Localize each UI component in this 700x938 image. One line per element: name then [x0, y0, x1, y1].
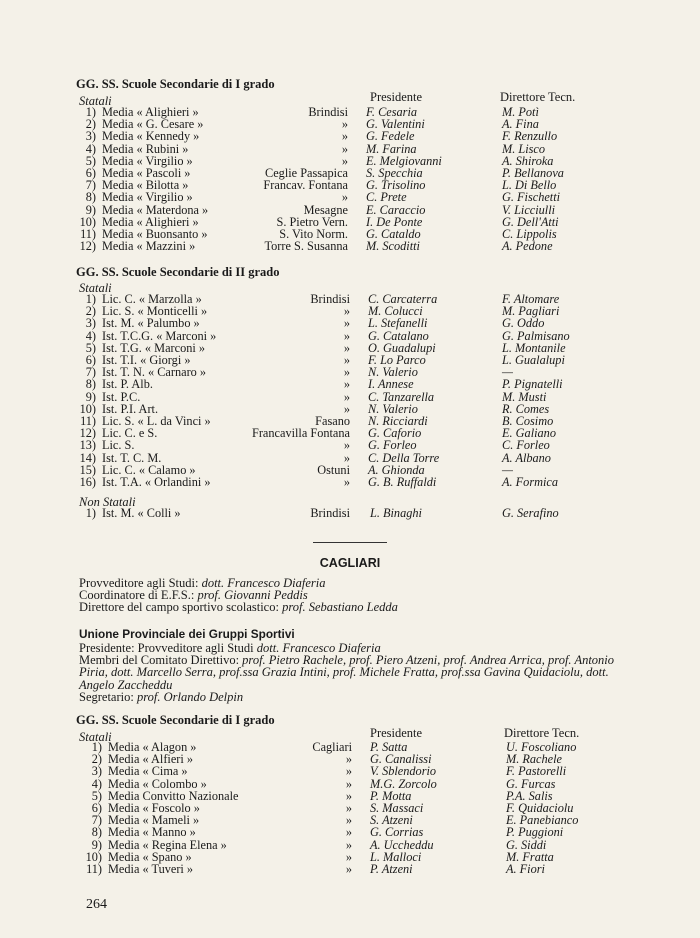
table-row: [0, 464, 700, 476]
presidente-name: C. Carcaterra: [368, 292, 438, 306]
presidente-name: P. Motta: [370, 788, 412, 803]
row-number: 4): [85, 328, 96, 343]
table-row: [0, 863, 700, 875]
school-city: S. Vito Norm.: [279, 227, 348, 241]
school-city: Brindisi: [308, 105, 348, 119]
table-row: [0, 366, 700, 378]
presidente-name: A. Uccheddu: [370, 837, 434, 852]
school-name: Media « Virgilio »: [102, 190, 193, 205]
presidente-value: dott. Francesco Diaferia: [256, 641, 381, 655]
school-city: Brindisi: [310, 506, 350, 520]
row-number: 9): [85, 389, 96, 404]
presidente-name: N. Valerio: [368, 365, 418, 380]
page-number: 264: [86, 897, 107, 912]
presidente-name: G. Corrias: [370, 825, 424, 840]
direttore-name: M. Lisco: [502, 141, 546, 156]
provveditore-label: Provveditore agli Studi:: [79, 576, 199, 590]
direttore-name: G. Furcas: [506, 776, 556, 791]
row-number: 12): [79, 426, 96, 441]
direttore-name: F. Pastorelli: [506, 764, 567, 779]
direttore-name: L. Gualalupi: [502, 353, 565, 367]
row-number: 8): [85, 190, 96, 205]
school-name: Media « G. Cesare »: [102, 117, 204, 132]
school-name: Media « Alagon »: [108, 740, 197, 754]
presidente-name: E. Melgiovanni: [366, 153, 442, 168]
school-city: »: [343, 365, 350, 380]
school-city: »: [341, 117, 348, 132]
row-number: 5): [85, 340, 96, 355]
table-row: [0, 439, 700, 451]
school-city: »: [343, 340, 350, 355]
direttore-name: M. Pagliari: [502, 304, 560, 319]
school-name: Lic. C. « Marzolla »: [102, 292, 202, 306]
school-name: Media « Materdona »: [102, 202, 209, 217]
section2-subtitle-non-statali: Non Statali: [79, 495, 136, 509]
presidente-name: F. Lo Parco: [368, 353, 426, 367]
coordinatore-value: prof. Giovanni Peddis: [197, 588, 308, 603]
school-name: Media « Foscolo »: [108, 801, 200, 815]
direttore-name: G. Siddi: [506, 837, 547, 852]
table-row: [0, 354, 700, 366]
presidente-name: G. Cataldo: [366, 227, 421, 241]
table-row: [0, 305, 700, 317]
direttore-name: A. Albano: [502, 450, 551, 465]
direttore-name: B. Cosimo: [502, 414, 554, 428]
table-row: [0, 741, 700, 753]
school-city: Fasano: [315, 414, 350, 428]
row-number: 1): [85, 105, 96, 119]
section1-title: GG. SS. Scuole Secondarie di I grado: [76, 77, 275, 91]
school-city: »: [345, 862, 352, 876]
section3-subtitle: Statali: [79, 730, 112, 744]
school-name: Media « Alighieri »: [102, 214, 199, 229]
table-row: [0, 118, 700, 130]
table-row: [0, 790, 700, 802]
membri-line: [79, 654, 624, 691]
school-name: Media « Manno »: [108, 825, 196, 840]
school-name: Lic. S. « L. da Vinci »: [102, 414, 211, 428]
school-name: Media « Spano »: [108, 849, 192, 864]
coordinatore-label: Coordinatore di E.F.S.:: [79, 588, 195, 603]
school-name: Lic. C. « Calamo »: [102, 462, 196, 477]
row-number: 2): [91, 752, 102, 767]
table-row: [0, 427, 700, 439]
direttore-name: L. Montanile: [502, 340, 566, 355]
school-name: Ist. P.C.: [102, 389, 141, 404]
presidente-name: M. Scoditti: [366, 239, 420, 254]
direttore-name: M. Fratta: [506, 849, 554, 864]
presidente-label: Presidente: Provveditore agli Studi: [79, 641, 254, 655]
section3-title: GG. SS. Scuole Secondarie di I grado: [76, 713, 275, 727]
school-name: Media « Buonsanto »: [102, 227, 208, 241]
table-row: [0, 391, 700, 403]
table-row: [0, 814, 700, 826]
table-row: [0, 216, 700, 228]
school-city: »: [343, 475, 350, 489]
school-city: »: [345, 825, 352, 840]
school-city: »: [341, 190, 348, 205]
table-row: [0, 143, 700, 155]
segretario-value: prof. Orlando Delpin: [136, 689, 244, 704]
school-city: S. Pietro Vern.: [276, 214, 348, 229]
school-name: Lic. S.: [102, 438, 135, 453]
row-number: 6): [91, 801, 102, 815]
row-number: 2): [85, 117, 96, 132]
school-city: »: [343, 450, 350, 465]
direttore-name: C. Forleo: [502, 438, 550, 453]
table-row: [0, 378, 700, 390]
school-city: »: [345, 776, 352, 791]
school-city: »: [343, 328, 350, 343]
table-row: [0, 130, 700, 142]
row-number: 11): [86, 862, 102, 876]
unione-info: [79, 642, 624, 703]
school-name: Media « Regina Elena »: [108, 837, 227, 852]
row-number: 6): [85, 353, 96, 367]
school-name: Media « Virgilio »: [102, 153, 193, 168]
table-row: [0, 342, 700, 354]
section1-col-direttore: Direttore Tecn.: [500, 90, 576, 104]
school-name: Ist. T.C.G. « Marconi »: [102, 328, 217, 343]
direttore-name: A. Fiori: [506, 862, 545, 876]
school-name: Media Convitto Nazionale: [108, 788, 239, 803]
divider: [313, 542, 387, 543]
school-name: Ist. M. « Colli »: [102, 506, 181, 520]
presidente-name: G. Canalissi: [370, 752, 432, 767]
school-city: »: [343, 304, 350, 319]
table-row: [0, 240, 700, 252]
direttore-name: C. Lippolis: [502, 227, 557, 241]
row-number: 14): [79, 450, 96, 465]
row-number: 9): [91, 837, 102, 852]
row-number: 10): [79, 401, 96, 416]
school-name: Media « Mazzini »: [102, 239, 196, 254]
table-row: [0, 317, 700, 329]
table-row: [0, 507, 700, 519]
row-number: 1): [85, 506, 96, 520]
row-number: 3): [85, 129, 96, 144]
row-number: 10): [85, 849, 102, 864]
presidente-name: S. Specchia: [366, 166, 423, 180]
direttore-name: V. Licciulli: [502, 202, 556, 217]
school-name: Ist. M. « Palumbo »: [102, 316, 200, 331]
direttore-name: G. Dell'Atti: [502, 214, 559, 229]
table-row: [0, 839, 700, 851]
presidente-name: A. Ghionda: [368, 462, 425, 477]
table-row: [0, 155, 700, 167]
section1-subtitle: Statali: [79, 94, 112, 108]
direttore-name: G. Oddo: [502, 316, 545, 331]
row-number: 7): [85, 178, 96, 193]
school-city: »: [345, 849, 352, 864]
direttore-name: P. Pignatelli: [502, 377, 563, 392]
row-number: 2): [85, 304, 96, 319]
table-row: [0, 228, 700, 240]
presidente-name: F. Cesaria: [366, 105, 418, 119]
direttore-name: M. Rachele: [506, 752, 562, 767]
presidente-name: G. Caforio: [368, 426, 422, 441]
direttore-name: A. Formica: [502, 475, 559, 489]
table-row: [0, 778, 700, 790]
table-row: [0, 106, 700, 118]
presidente-name: C. Tanzarella: [368, 389, 435, 404]
direttore-name: P. Bellanova: [502, 166, 564, 180]
section3-col-direttore: Direttore Tecn.: [504, 726, 580, 740]
section1-col-presidente: Presidente: [370, 90, 423, 104]
row-number: 16): [79, 475, 96, 489]
presidente-name: I. Annese: [368, 377, 414, 392]
school-city: Francavilla Fontana: [251, 426, 350, 441]
direttore-name: E. Panebianco: [506, 813, 579, 828]
school-city: »: [343, 389, 350, 404]
presidente-name: C. Della Torre: [368, 450, 440, 465]
presidente-name: G. Forleo: [368, 438, 417, 453]
school-city: »: [345, 837, 352, 852]
table-row: [0, 476, 700, 488]
presidente-name: S. Atzeni: [370, 813, 413, 828]
school-name: Media « Alighieri »: [102, 105, 199, 119]
row-number: 4): [85, 141, 96, 156]
direttore-name: L. Di Bello: [502, 178, 557, 193]
row-number: 9): [85, 202, 96, 217]
row-number: 10): [79, 214, 96, 229]
direttore-name: A. Fina: [502, 117, 539, 132]
direttore-name: U. Foscoliano: [506, 740, 577, 754]
row-number: 12): [79, 239, 96, 254]
row-number: 15): [79, 462, 96, 477]
presidente-name: G. B. Ruffaldi: [368, 475, 437, 489]
direttore-name: P. Puggioni: [506, 825, 564, 840]
presidente-name: G. Catalano: [368, 328, 429, 343]
direttore-name: G. Fischetti: [502, 190, 561, 205]
school-name: Ist. P. Alb.: [102, 377, 153, 392]
presidente-name: M. Farina: [366, 141, 417, 156]
school-city: »: [341, 129, 348, 144]
school-name: Media « Mameli »: [108, 813, 200, 828]
cagliari-info: [79, 577, 639, 614]
school-name: Media « Alfieri »: [108, 752, 194, 767]
table-row: [0, 802, 700, 814]
membri-label: Membri del Comitato Direttivo:: [79, 653, 240, 668]
school-city: Brindisi: [310, 292, 350, 306]
school-name: Ist. T.A. « Orlandini »: [102, 475, 211, 489]
school-city: Ostuni: [317, 462, 350, 477]
row-number: 3): [91, 764, 102, 779]
presidente-name: C. Prete: [366, 190, 407, 205]
school-name: Ist. T. C. M.: [102, 450, 162, 465]
school-name: Lic. C. e S.: [102, 426, 158, 441]
school-name: Ist. T. N. « Carnaro »: [102, 365, 207, 380]
direttore-name: G. Palmisano: [502, 328, 570, 343]
row-number: 3): [85, 316, 96, 331]
presidente-name: P. Satta: [370, 740, 408, 754]
school-city: »: [345, 813, 352, 828]
school-name: Media « Tuveri »: [108, 862, 194, 876]
section3-col-presidente: Presidente: [370, 726, 423, 740]
row-number: 13): [79, 438, 96, 453]
row-number: 7): [85, 365, 96, 380]
direttore-name: A. Shiroka: [502, 153, 554, 168]
section2-subtitle: Statali: [79, 281, 112, 295]
row-number: 8): [85, 377, 96, 392]
direttore-name: E. Galiano: [502, 426, 556, 441]
school-name: Media « Kennedy »: [102, 129, 200, 144]
presidente-name: M.G. Zorcolo: [370, 776, 437, 791]
segretario-label: Segretario:: [79, 689, 134, 704]
table-row: [0, 293, 700, 305]
row-number: 1): [85, 292, 96, 306]
school-name: Ist. P.I. Art.: [102, 401, 159, 416]
table-row: [0, 753, 700, 765]
school-name: Media « Pascoli »: [102, 166, 191, 180]
direttore-name: G. Serafino: [502, 506, 559, 520]
direttore-name: P.A. Salis: [506, 788, 553, 803]
school-city: »: [343, 316, 350, 331]
table-row: [0, 765, 700, 777]
table-row: [0, 330, 700, 342]
school-name: Media « Cima »: [108, 764, 188, 779]
school-city: »: [343, 401, 350, 416]
presidente-name: S. Massaci: [370, 801, 424, 815]
presidente-name: O. Guadalupi: [368, 340, 436, 355]
school-name: Ist. T.G. « Marconi »: [102, 340, 206, 355]
row-number: 6): [85, 166, 96, 180]
table-row: [0, 403, 700, 415]
school-city: Cagliari: [312, 740, 352, 754]
row-number: 8): [91, 825, 102, 840]
school-name: Ist. T.I. « Giorgi »: [102, 353, 191, 367]
row-number: 5): [85, 153, 96, 168]
direttore-name: A. Pedone: [502, 239, 553, 254]
cagliari-title: CAGLIARI: [319, 556, 381, 570]
school-city: Francav. Fontana: [263, 178, 348, 193]
school-city: »: [343, 377, 350, 392]
presidente-name: N. Ricciardi: [368, 414, 428, 428]
provveditore-value: dott. Francesco Diaferia: [201, 576, 326, 590]
direttore-line: [79, 601, 639, 613]
presidente-name: N. Valerio: [368, 401, 418, 416]
direttore-name: —: [502, 462, 513, 477]
presidente-name: G. Valentini: [366, 117, 425, 132]
presidente-name: L. Binaghi: [370, 506, 422, 520]
table-row: [0, 191, 700, 203]
section2-title: GG. SS. Scuole Secondarie di II grado: [76, 265, 280, 279]
school-city: »: [345, 764, 352, 779]
row-number: 1): [91, 740, 102, 754]
school-city: »: [343, 438, 350, 453]
school-city: »: [345, 752, 352, 767]
school-name: Media « Bilotta »: [102, 178, 189, 193]
table-row: [0, 204, 700, 216]
direttore-name: F. Altomare: [502, 292, 560, 306]
school-city: »: [345, 788, 352, 803]
school-city: Mesagne: [303, 202, 348, 217]
direttore-name: F. Quidaciolu: [506, 801, 574, 815]
direttore-name: —: [502, 365, 513, 380]
school-name: Lic. S. « Monticelli »: [102, 304, 208, 319]
table-row: [0, 167, 700, 179]
direttore-label: Direttore del campo sportivo scolastico:: [79, 600, 279, 615]
presidente-name: G. Fedele: [366, 129, 415, 144]
table-row: [0, 851, 700, 863]
school-city: »: [341, 153, 348, 168]
school-city: »: [343, 353, 350, 367]
row-number: 4): [91, 776, 102, 791]
presidente-name: L. Stefanelli: [368, 316, 428, 331]
row-number: 7): [91, 813, 102, 828]
presidente-name: I. De Ponte: [366, 214, 423, 229]
table-row: [0, 179, 700, 191]
school-name: Media « Colombo »: [108, 776, 207, 791]
school-city: »: [341, 141, 348, 156]
row-number: 11): [80, 414, 96, 428]
presidente-name: V. Sblendorio: [370, 764, 437, 779]
direttore-value: prof. Sebastiano Ledda: [282, 600, 398, 615]
school-name: Media « Rubini »: [102, 141, 189, 156]
school-city: Ceglie Passapica: [265, 166, 348, 180]
row-number: 5): [91, 788, 102, 803]
membri-value: prof. Pietro Rachele, prof. Piero Atzeni, prof. Andrea Arrica, prof. Antonio Piria, dott. Marcello Serra, prof.ssa Grazia Intini, prof. Michele Fratta, prof.ssa Gavina Quidaciolu, dott. Angelo Zaccheddu: [79, 653, 615, 692]
segretario-line: [79, 691, 624, 703]
direttore-name: M. Musti: [502, 389, 547, 404]
direttore-name: F. Renzullo: [502, 129, 558, 144]
direttore-name: M. Potì: [502, 105, 539, 119]
table-row: [0, 826, 700, 838]
presidente-name: E. Caraccio: [366, 202, 426, 217]
school-city: »: [345, 801, 352, 815]
table-row: [0, 452, 700, 464]
school-city: Torre S. Susanna: [264, 239, 348, 254]
presidente-name: L. Malloci: [370, 849, 422, 864]
direttore-name: R. Comes: [502, 401, 550, 416]
table-row: [0, 415, 700, 427]
presidente-name: M. Colucci: [368, 304, 423, 319]
presidente-name: P. Atzeni: [370, 862, 413, 876]
presidente-name: G. Trisolino: [366, 178, 426, 193]
unione-title: Unione Provinciale dei Gruppi Sportivi: [79, 627, 295, 641]
row-number: 11): [80, 227, 96, 241]
